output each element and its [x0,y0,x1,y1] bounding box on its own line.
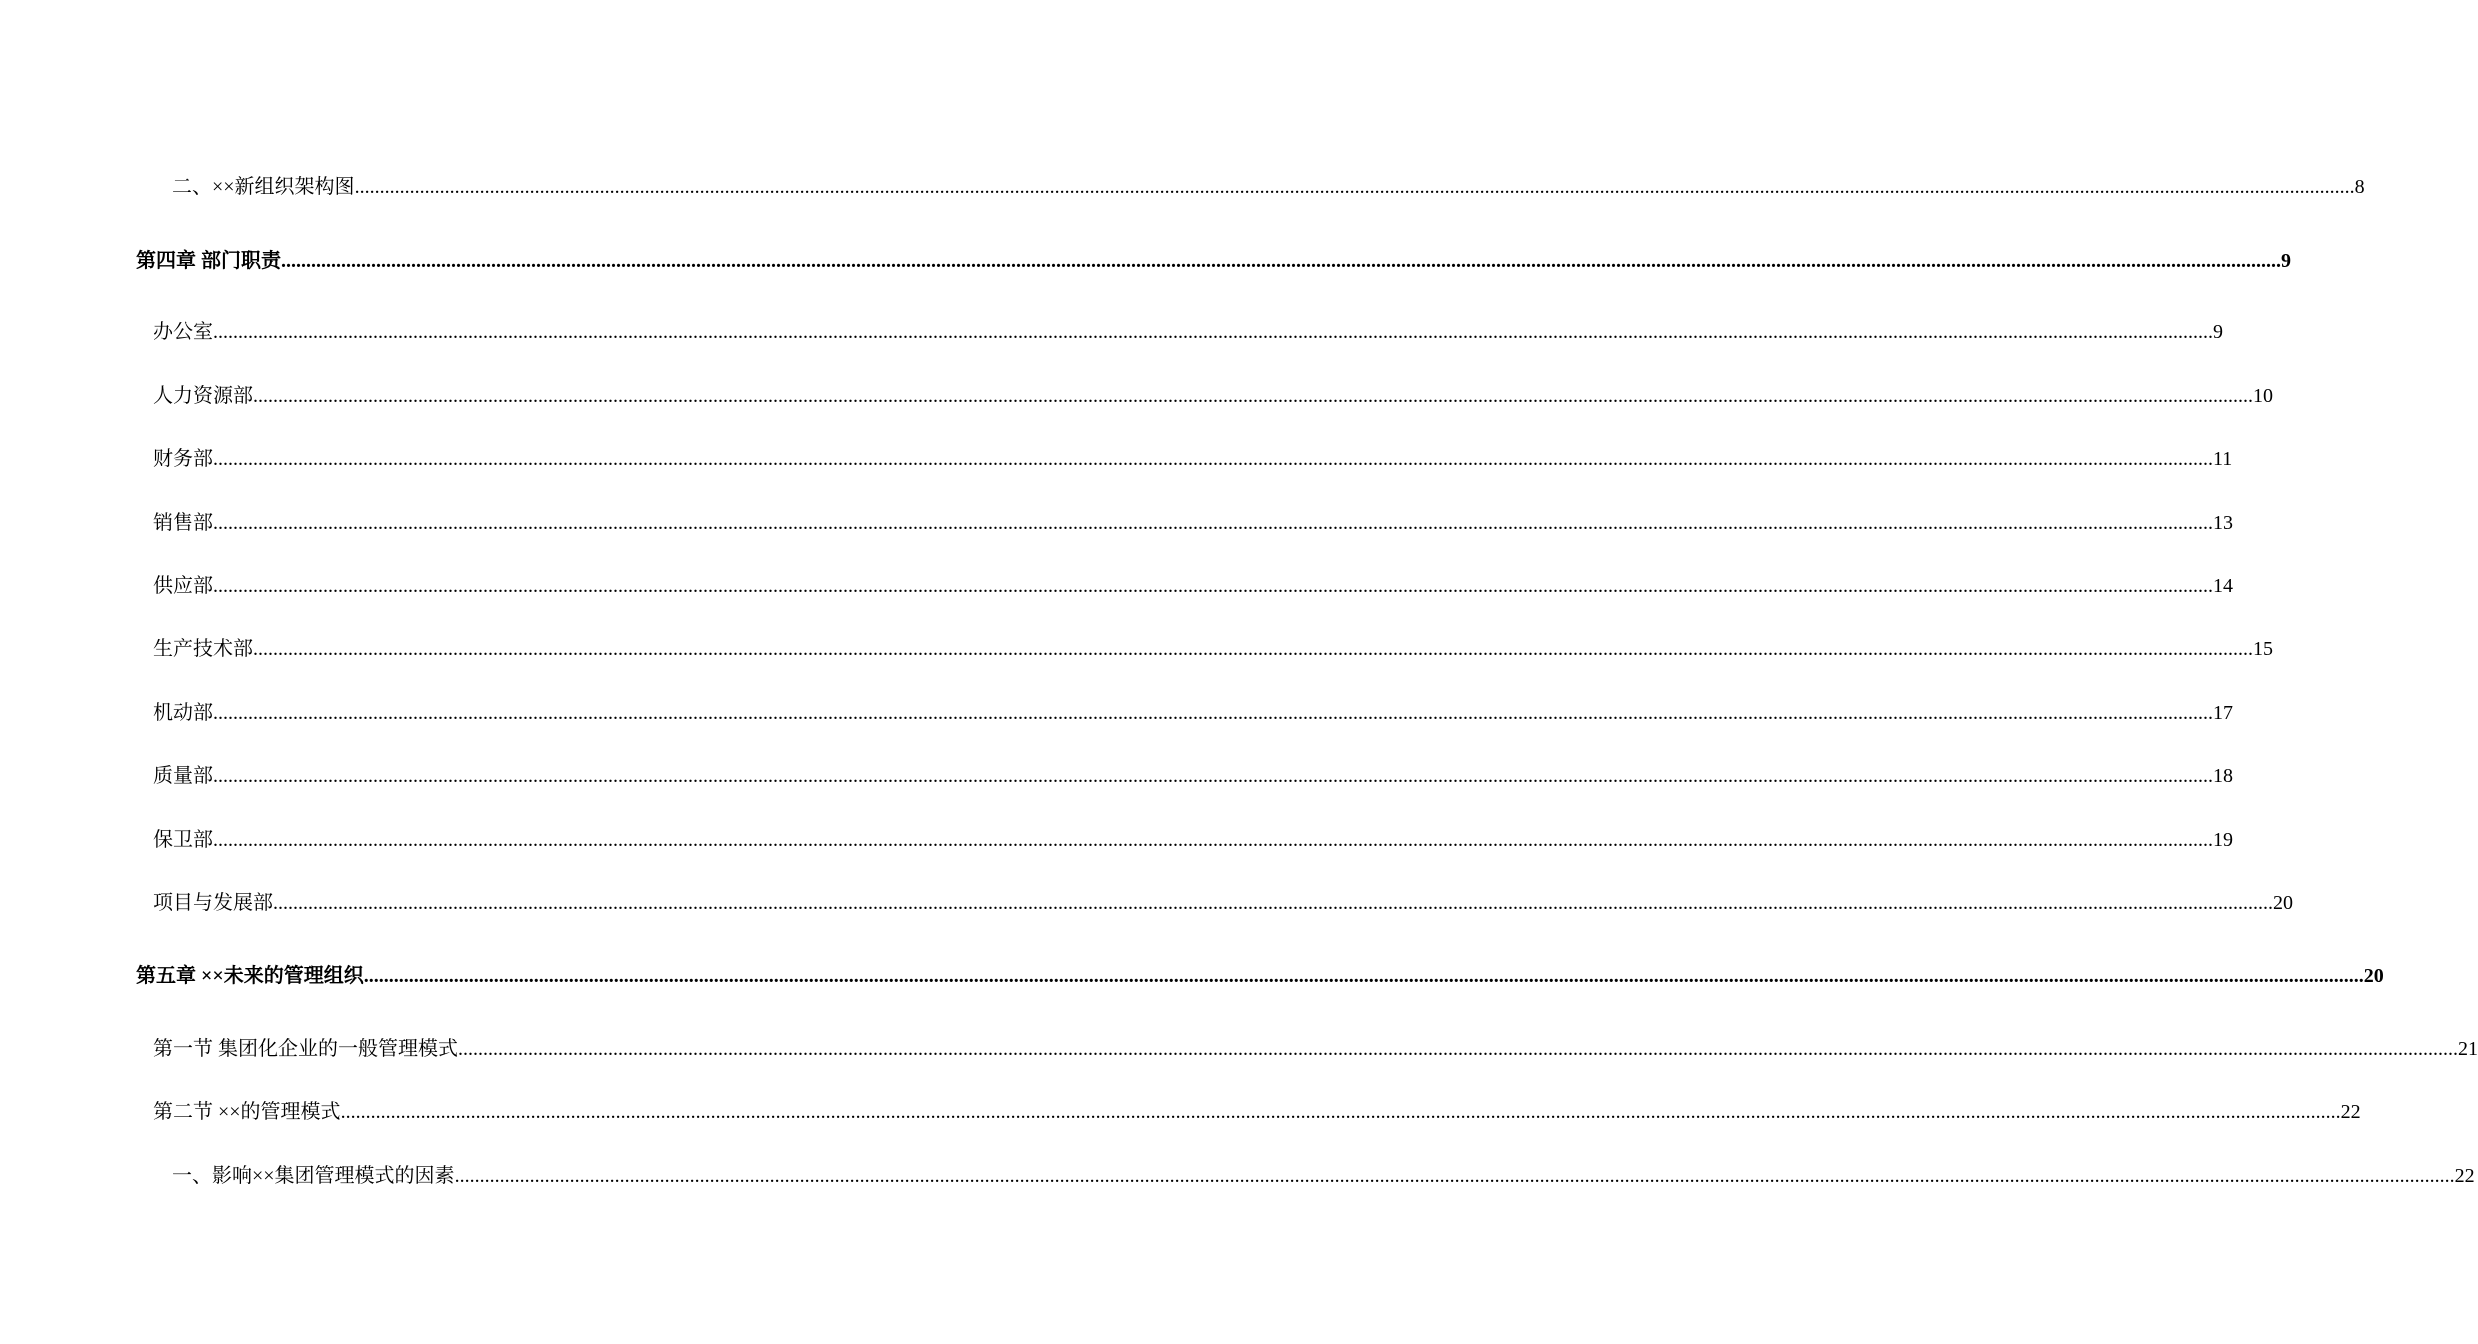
toc-leader-dots: ................................................................................................................................................................................................................................................................................................................................................................................................................ [273,892,2273,914]
toc-entry-page: 15 [2253,638,2273,660]
toc-entry-page: 8 [2354,176,2365,198]
toc-chapter-title: 第五章 ××未来的管理组织 [136,965,364,987]
toc-entry-page: 9 [2213,321,2223,343]
toc-entry-title: 第一节 集团化企业的一般管理模式 [153,1038,458,1060]
toc-entry-section-1[interactable] [153,1037,2478,1061]
toc-entry-title: 第二节 ××的管理模式 [153,1101,341,1123]
toc-chapter-5[interactable] [136,964,2384,988]
toc-entry-title: 销售部 [153,512,213,534]
toc-entry-section-2[interactable] [153,1100,2361,1124]
toc-entry-page: 21 [2458,1038,2478,1060]
toc-entry-factors[interactable] [172,1164,2475,1188]
toc-entry-title: 一、影响××集团管理模式的因素 [172,1165,455,1187]
toc-entry-finance[interactable] [153,447,2233,471]
toc-entry-page: 11 [2213,448,2233,470]
toc-leader-dots: ................................................................................................................................................................................................................................................................................................................................................................................................................ [354,176,2355,198]
toc-entry-title: 保卫部 [153,829,213,851]
toc-leader-dots: ................................................................................................................................................................................................................................................................................................................................................................................................................ [213,448,2213,470]
toc-chapter-page: 20 [2363,965,2384,987]
toc-entry-page: 18 [2213,765,2233,787]
toc-entry-title: 二、××新组织架构图 [172,176,355,198]
toc-entry-title: 办公室 [153,321,213,343]
toc-entry-hr[interactable] [153,384,2273,408]
toc-entry-production[interactable] [153,637,2273,661]
toc-leader-dots: ................................................................................................................................................................................................................................................................................................................................................................................................................ [213,829,2213,851]
toc-chapter-title: 第四章 部门职责 [136,250,281,272]
toc-entry-title: 机动部 [153,702,213,724]
toc-leader-dots: ................................................................................................................................................................................................................................................................................................................................................................................................................ [363,965,2364,987]
toc-entry-title: 供应部 [153,575,213,597]
toc-entry-title: 质量部 [153,765,213,787]
toc-entry-office[interactable] [153,320,2223,344]
toc-leader-dots: ................................................................................................................................................................................................................................................................................................................................................................................................................ [213,765,2213,787]
toc-entry-page: 20 [2273,892,2293,914]
toc-leader-dots: ................................................................................................................................................................................................................................................................................................................................................................................................................ [213,575,2213,597]
toc-entry-mechanical[interactable] [153,701,2233,725]
toc-entry-sales[interactable] [153,511,2233,535]
toc-entry-page: 22 [2454,1165,2475,1187]
toc-entry-projects[interactable] [153,891,2293,915]
toc-entry-page: 19 [2213,829,2233,851]
toc-entry-page: 22 [2340,1101,2361,1123]
toc-entry-supply[interactable] [153,574,2233,598]
toc-leader-dots: ................................................................................................................................................................................................................................................................................................................................................................................................................ [340,1101,2341,1123]
toc-entry-title: 人力资源部 [153,385,253,407]
toc-chapter-4[interactable] [136,249,2291,273]
toc-entry-security[interactable] [153,828,2233,852]
toc-leader-dots: ................................................................................................................................................................................................................................................................................................................................................................................................................ [458,1038,2458,1060]
toc-entry-page: 13 [2213,512,2233,534]
toc-entry-page: 17 [2213,702,2233,724]
toc-leader-dots: ................................................................................................................................................................................................................................................................................................................................................................................................................ [213,321,2213,343]
toc-entry-title: 项目与发展部 [153,892,273,914]
toc-leader-dots: ................................................................................................................................................................................................................................................................................................................................................................................................................ [253,638,2253,660]
toc-chapter-page: 9 [2281,250,2291,272]
toc-entry-page: 10 [2253,385,2273,407]
toc-entry-quality[interactable] [153,764,2233,788]
toc-entry-page: 14 [2213,575,2233,597]
toc-leader-dots: ................................................................................................................................................................................................................................................................................................................................................................................................................ [281,250,2281,272]
toc-entry-title: 生产技术部 [153,638,253,660]
toc-leader-dots: ................................................................................................................................................................................................................................................................................................................................................................................................................ [454,1165,2455,1187]
toc-entry-title: 财务部 [153,448,213,470]
toc-leader-dots: ................................................................................................................................................................................................................................................................................................................................................................................................................ [213,702,2213,724]
toc-entry-org-chart[interactable] [172,175,2365,199]
toc-leader-dots: ................................................................................................................................................................................................................................................................................................................................................................................................................ [213,512,2213,534]
toc-leader-dots: ................................................................................................................................................................................................................................................................................................................................................................................................................ [253,385,2253,407]
